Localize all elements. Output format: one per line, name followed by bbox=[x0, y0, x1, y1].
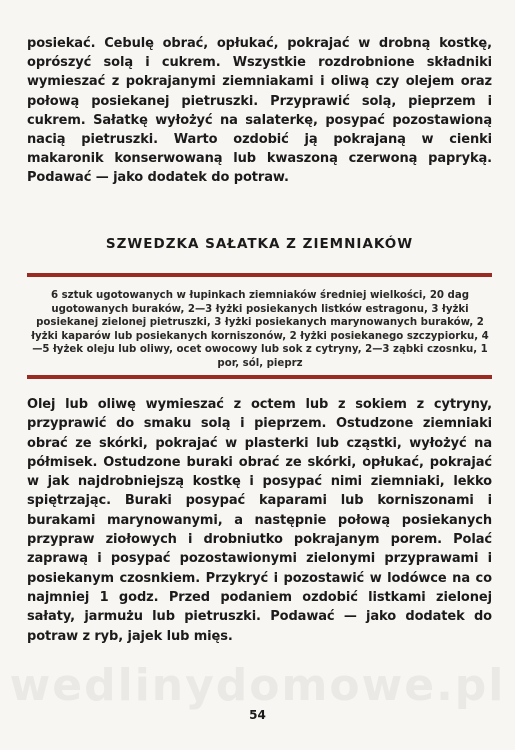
intro-paragraph: posiekać. Cebulę obrać, opłukać, pokrajać w drobną kostkę, oprószyć solą i cukrem. Wszystkie rozdrobnione składniki wymieszać z pokrajanymi ziemniakami i oliwą czy olejem oraz połową posiekanej pietruszki. Przyprawić solą, pieprzem i cukrem. Sałatkę wyłożyć na salaterkę, posypać pozostawioną nacią pietruszki. Warto ozdobić ją pokrajaną w cienki makaronik konserwowaną lub kwaszoną czerwoną papryką. Podawać — jako dodatek do potraw. bbox=[27, 36, 492, 186]
bottom-divider bbox=[27, 375, 492, 379]
recipe-title: SZWEDZKA SAŁATKA Z ZIEMNIAKÓW bbox=[105, 236, 414, 252]
watermark: wedlinydomowe.pl bbox=[9, 660, 506, 711]
page-number: 54 bbox=[249, 708, 266, 722]
instructions-paragraph: Olej lub oliwę wymieszać z octem lub z sokiem z cytryny, przyprawić do smaku solą i pieprzem. Ostudzone ziemniaki obrać ze skórki, pokrajać w plasterki lub cząstki, wyłożyć na półmisek. Ostudzone buraki obrać ze skórki, opłukać, pokrajać w jak najdrobniejszą kostkę i posypać nimi ziemniaki, lekko spiętrzając. Buraki posypać kaparami lub korniszonami i burakami marynowanymi, a następnie połową posiekanych przypraw ziołowych i drobniutko pokrajanym porem. Polać zaprawą i posypać pozostawionymi zielonymi przyprawami i posiekanym czosnkiem. Przykryć i pozostawić w lodówce na co najmniej 1 godz. Przed podaniem ozdobić listkami zielonej sałaty, jarmużu lub pietruszki. Podawać — jako dodatek do potraw z ryb, jajek lub mięs. bbox=[27, 397, 492, 644]
ingredients-list: 6 sztuk ugotowanych w łupinkach ziemniaków średniej wielkości, 20 dag ugotowanych buraków, 2—3 łyżki posiekanych listków estragonu, 3 łyżki posiekanej zielonej pietruszki, 3 łyżki posiekanych marynowanych buraków, 2 łyżki kaparów lub posiekanych korniszonów, 2 łyżki posiekanego szczypiorku, 4—5 łyżek oleju lub oliwy, ocet owocowy lub sok z cytryny, 2—3 ząbki czosnku, 1 por, sól, pieprz bbox=[31, 290, 489, 369]
top-divider bbox=[27, 273, 492, 277]
